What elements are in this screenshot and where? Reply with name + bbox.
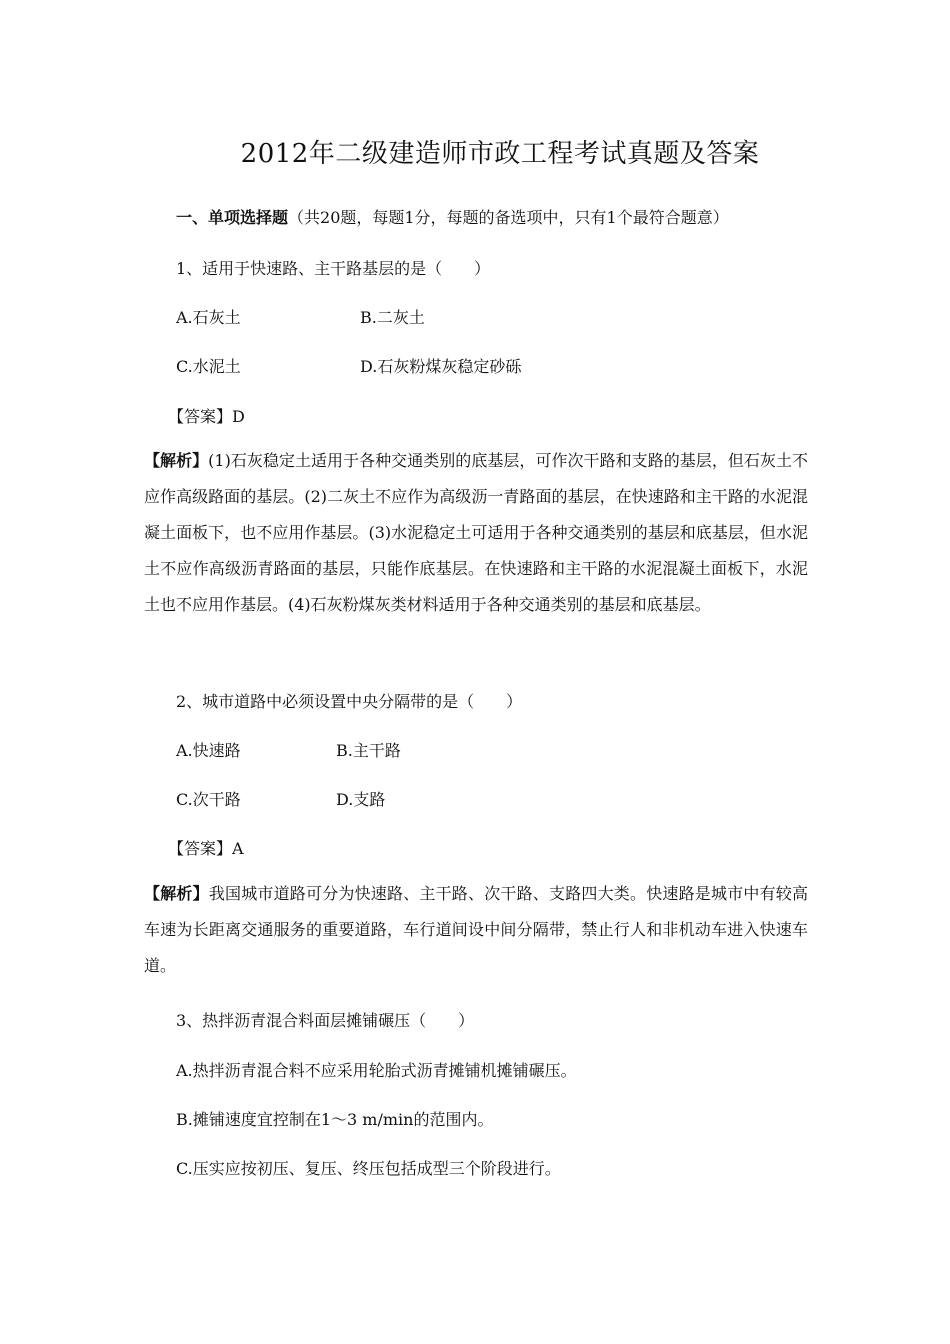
section-heading-line: [176, 205, 729, 228]
question-3-stem: 3、热拌沥青混合料面层摊铺碾压（ ）: [176, 1011, 475, 1030]
document-title: 2012年二级建造师市政工程考试真题及答案: [240, 139, 760, 169]
section-heading: 一、单项选择题: [176, 208, 289, 227]
question-1-option-d: D.石灰粉煤灰稳定砂砾: [360, 357, 522, 376]
section-note: （共20题，每题1分，每题的备选项中，只有1个最符合题意）: [288, 208, 729, 227]
question-2-option-c: C.次干路: [176, 790, 241, 809]
question-1-option-c: C.水泥土: [176, 357, 241, 376]
question-1-stem: 1、适用于快速路、主干路基层的是（ ）: [176, 259, 491, 278]
question-1-analysis: [144, 443, 808, 623]
question-2-analysis-text: 我国城市道路可分为快速路、主干路、次干路、支路四大类。快速路是城市中有较高车速为长距离交通服务的重要道路，车行道间设中间分隔带，禁止行人和非机动车进入快速车道。: [144, 884, 808, 975]
question-3-option-c: C.压实应按初压、复压、终压包括成型三个阶段进行。: [176, 1159, 561, 1178]
question-3-option-b: B.摊铺速度宜控制在1～3 m/min的范围内。: [176, 1110, 494, 1129]
question-2-option-a: A.快速路: [176, 741, 241, 760]
question-1-option-a: A.石灰土: [176, 308, 241, 327]
question-1-answer: 【答案】D: [168, 407, 245, 426]
question-2-option-d: D.支路: [336, 790, 386, 809]
question-1-option-b: B.二灰土: [360, 308, 425, 327]
question-2-analysis-label: 【解析】: [144, 884, 209, 903]
question-2-analysis: [144, 876, 808, 984]
question-1-analysis-label: 【解析】: [144, 451, 209, 470]
question-2-answer: 【答案】A: [168, 839, 244, 858]
question-2-stem: 2、城市道路中必须设置中央分隔带的是（ ）: [176, 692, 523, 711]
question-2-option-b: B.主干路: [336, 741, 401, 760]
question-1-analysis-text: (1)石灰稳定土适用于各种交通类别的底基层，可作次干路和支路的基层，但石灰土不应作高级路面的基层。(2)二灰土不应作为高级沥一青路面的基层，在快速路和主干路的水泥混凝土面板下，也不应用作基层。(3)水泥稳定土可适用于各种交通类别的基层和底基层，但水泥土不应作高级沥青路面的基层，只能作底基层。在快速路和主干路的水泥混凝土面板下，水泥土也不应用作基层。(4)石灰粉煤灰类材料适用于各种交通类别的基层和底基层。: [144, 451, 808, 614]
question-3-option-a: A.热拌沥青混合料不应采用轮胎式沥青摊铺机摊铺碾压。: [176, 1061, 577, 1080]
